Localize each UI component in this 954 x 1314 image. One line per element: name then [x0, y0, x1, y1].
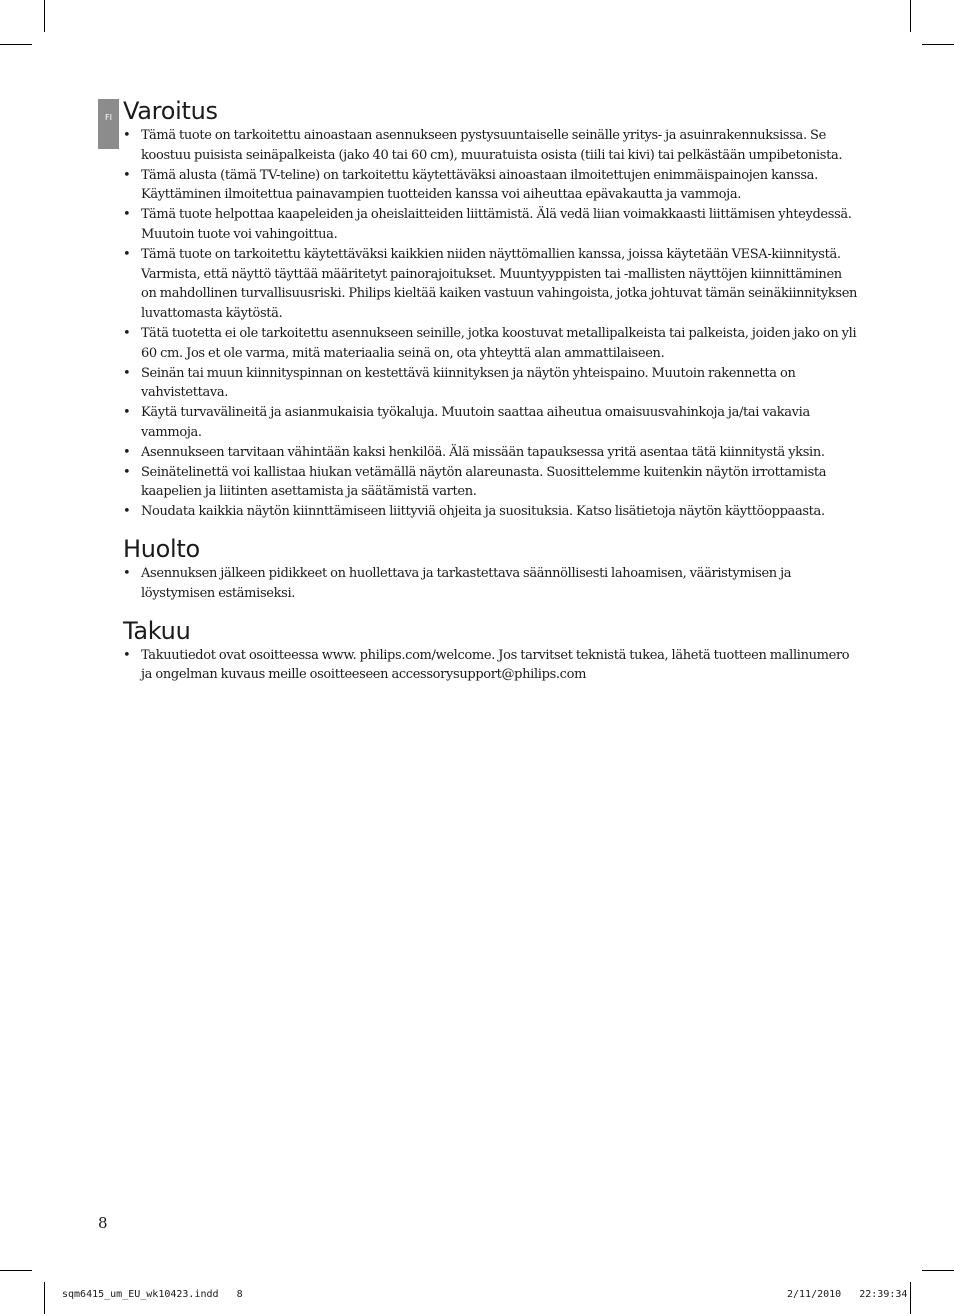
bullet-icon: •	[123, 365, 131, 381]
section-title: Takuu	[123, 616, 191, 645]
bullet-icon: •	[123, 325, 131, 341]
item-text: Tämä alusta (tämä TV-teline) on tarkoitettu käytettäväksi ainoastaan ilmoitettujen enimmäispainojen kanssa. Käyttäminen ilmoitettua painavampien tuotteiden kanssa voi aiheuttaa epävakautta ja vammoja.	[141, 167, 818, 203]
crop-mark	[44, 1282, 45, 1314]
page-content	[123, 96, 859, 697]
language-tab	[98, 99, 119, 149]
crop-mark	[922, 1270, 954, 1271]
list-item	[123, 205, 859, 245]
footer-timestamp: 2/11/2010 22:39:34	[787, 1289, 908, 1300]
section-title: Varoitus	[123, 97, 218, 125]
item-text: Takuutiedot ovat osoitteessa www. philips.com/welcome. Jos tarvitset teknistä tukea, lähetä tuotteen mallinumero ja ongelman kuvaus meille osoitteeseen accessorysupport@philips.com	[141, 647, 850, 683]
crop-mark	[0, 44, 32, 45]
section-takuu	[123, 616, 859, 686]
item-text: Asennukseen tarvitaan vähintään kaksi henkilöä. Älä missään tapauksessa yritä asentaa tätä kiinnitystä yksin.	[141, 444, 825, 460]
bullet-icon: •	[123, 504, 131, 520]
section-huolto	[123, 534, 859, 604]
list-item	[123, 245, 859, 324]
footer-file-info: sqm6415_um_EU_wk10423.indd 8	[62, 1289, 243, 1300]
bullet-icon: •	[123, 647, 131, 663]
item-text: Käytä turvavälineitä ja asianmukaisia työkaluja. Muutoin saattaa aiheutua omaisuusvahinkoja ja/tai vakavia vammoja.	[141, 405, 810, 440]
item-text: Asennuksen jälkeen pidikkeet on huollettava ja tarkastettava säännöllisesti lahoamisen, vääristymisen ja löystymisen estämiseksi.	[141, 565, 792, 601]
list-item	[123, 166, 859, 206]
list-item	[123, 463, 859, 503]
list-item	[123, 646, 859, 686]
crop-mark	[44, 0, 45, 32]
item-text: Tämä tuote on tarkoitettu ainoastaan asennukseen pystysuuntaiselle seinälle yritys- ja asuinrakennuksissa. Se koostuu puisista seinäpalkeista (jako 40 tai 60 cm), muuratuista osista (tiili tai kivi) tai pelkästään umpibetonista.	[141, 128, 843, 163]
bullet-icon: •	[123, 246, 131, 262]
warranty-list	[123, 646, 859, 686]
item-text: Tämä tuote helpottaa kaapeleiden ja oheislaitteiden liittämistä. Älä vedä liian voimakkaasti liittämisen yhteydessä. Muutoin tuote voi vahingoittua.	[141, 207, 852, 242]
bullet-icon: •	[123, 444, 131, 460]
bullet-icon: •	[123, 565, 131, 581]
item-text: Tämä tuote on tarkoitettu käytettäväksi kaikkien niiden näyttömallien kanssa, joissa käytetään VESA-kiinnitystä. Varmista, että näyttö täyttää määritetyt painorajoitukset. Muuntyyppisten tai -mallisten näyttöjen kiinnittäminen on mahdollinen turvallisuusriski. Philips kieltää kaiken vastuun vahingoista, jotka johtuvat tämän seinäkiinnityksen luvattomasta käytöstä.	[141, 246, 858, 322]
list-item	[123, 324, 859, 364]
bullet-icon: •	[123, 464, 131, 480]
bullet-icon: •	[123, 405, 131, 421]
list-item	[123, 443, 859, 463]
bullet-icon: •	[123, 207, 131, 223]
item-text: Seinän tai muun kiinnityspinnan on kestettävä kiinnityksen ja näytön yhteispaino. Muutoin rakennetta on vahvistettava.	[141, 365, 796, 401]
bullet-icon: •	[123, 167, 131, 183]
crop-mark	[910, 0, 911, 32]
section-title: Huolto	[123, 534, 200, 563]
maintenance-list	[123, 564, 859, 604]
item-text: Tätä tuotetta ei ole tarkoitettu asennukseen seinille, jotka koostuvat metallipalkeista tai palkeista, joiden jako on yli 60 cm. Jos et ole varma, mitä materiaalia seinä on, ota yhteyttä alan ammattilaiseen.	[141, 325, 857, 361]
warning-list	[123, 126, 859, 522]
crop-mark	[910, 1282, 911, 1314]
section-varoitus	[123, 96, 859, 522]
list-item	[123, 403, 859, 443]
crop-mark	[922, 44, 954, 45]
bullet-icon: •	[123, 128, 131, 143]
crop-mark	[0, 1270, 32, 1271]
list-item	[123, 564, 859, 604]
language-code: FI	[105, 113, 112, 122]
list-item	[123, 502, 859, 522]
list-item	[123, 126, 859, 166]
page-number: 8	[98, 1214, 108, 1232]
item-text: Seinätelinettä voi kallistaa hiukan vetämällä näytön alareunasta. Suosittelemme kuitenkin näytön irrottamista kaapelien ja liitinten asettamista ja säätämistä varten.	[141, 464, 827, 500]
list-item	[123, 364, 859, 404]
item-text: Noudata kaikkia näytön kiinnttämiseen liittyviä ohjeita ja suosituksia. Katso lisätietoja näytön käyttöoppaasta.	[141, 504, 825, 520]
